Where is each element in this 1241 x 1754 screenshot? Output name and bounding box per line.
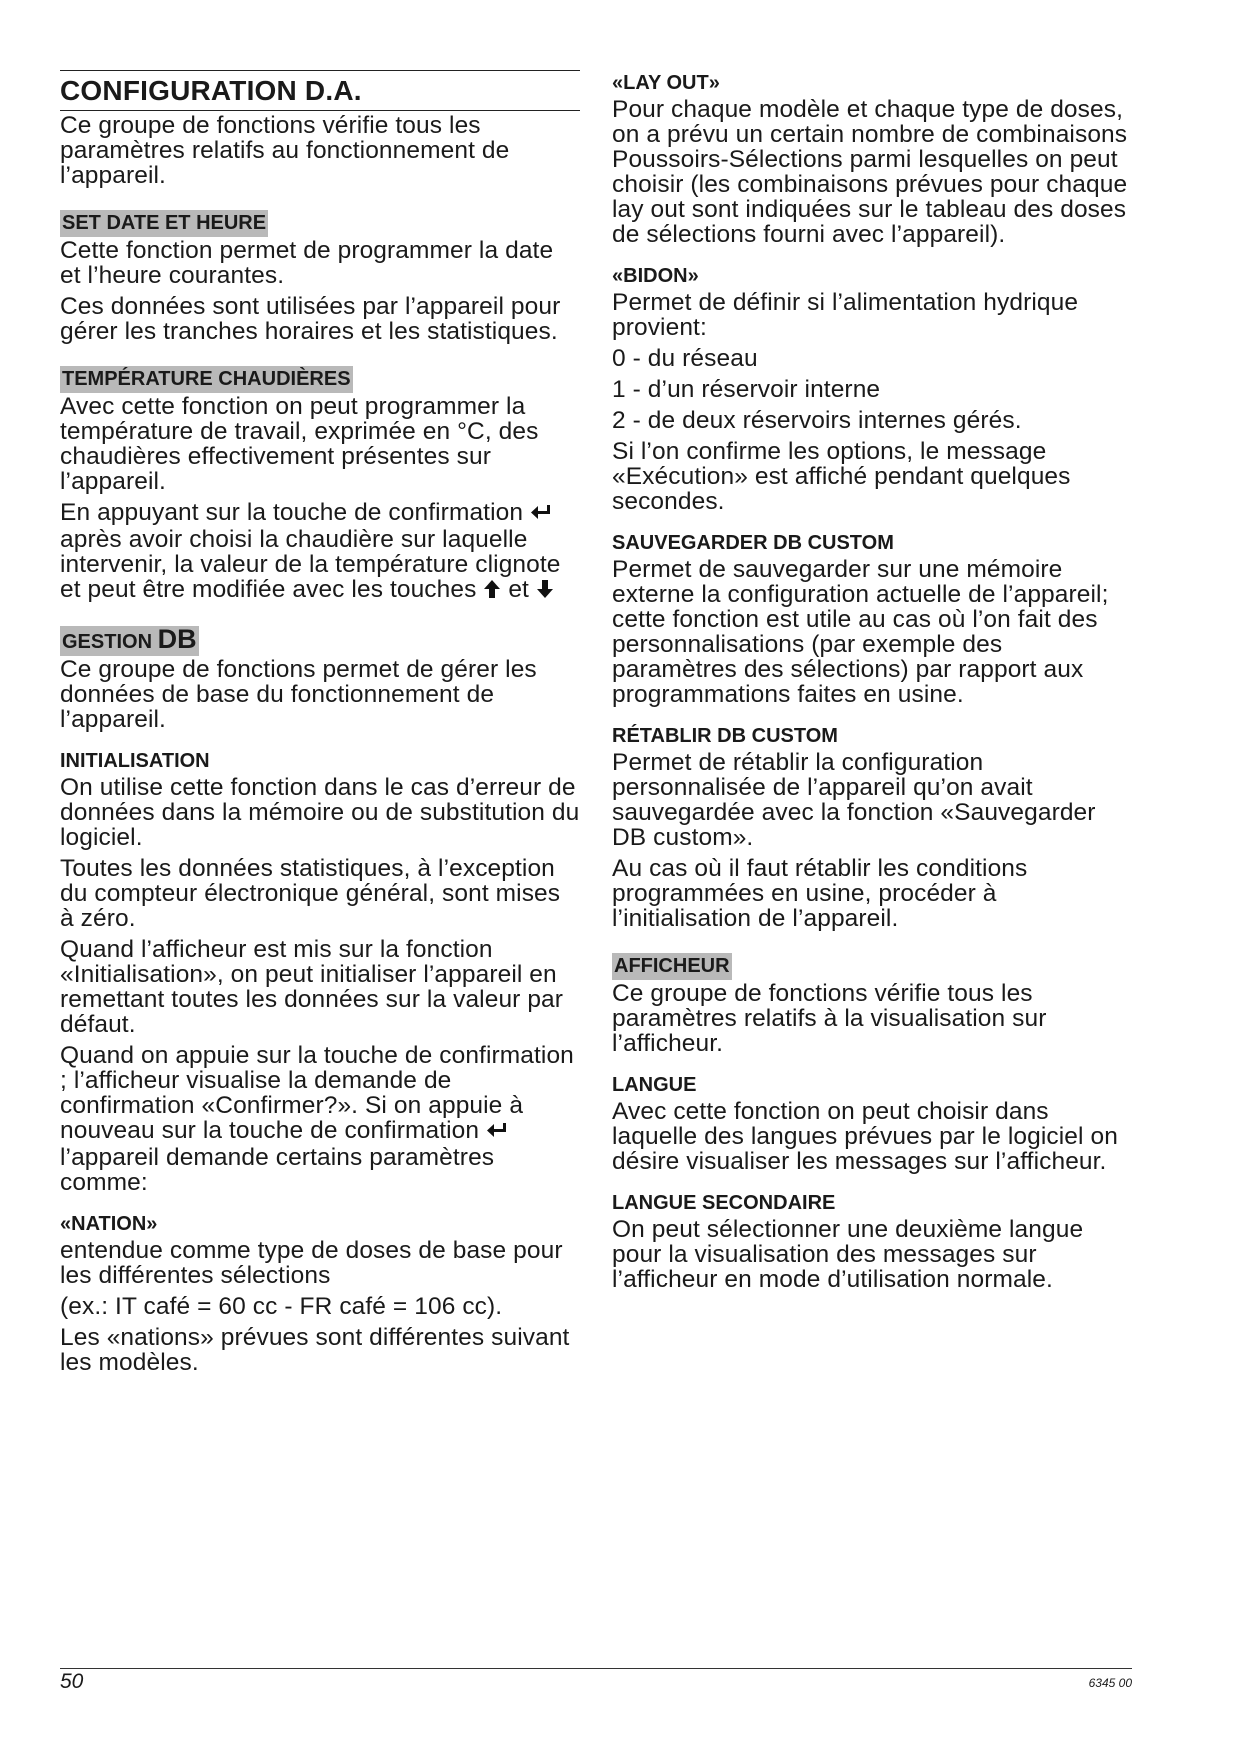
arrow-up-icon <box>483 579 501 604</box>
set-date-paragraph-2: Ces données sont utilisées par l’appareil pour gérer les tranches horaires et les statistiques. <box>60 293 561 345</box>
footer-divider <box>60 1668 1132 1669</box>
bidon-paragraph-2: Si l’on confirme les options, le message «Exécution» est affiché pendant quelques secondes. <box>612 438 1071 515</box>
section-heading-gestion-db <box>60 626 199 656</box>
subheading-sauvegarder: SAUVEGARDER DB CUSTOM <box>612 532 894 554</box>
page-title: CONFIGURATION D.A. <box>60 75 362 106</box>
temperature-text-c: et <box>508 576 529 603</box>
section-heading-temperature: TEMPÉRATURE CHAUDIÈRES <box>60 366 353 393</box>
langue-paragraph: Avec cette fonction on peut choisir dans laquelle des langues prévues par le logiciel on désire visualiser les messages sur l’afficheur. <box>612 1098 1118 1175</box>
initialisation-paragraph-4 <box>60 1043 580 1195</box>
layout-paragraph: Pour chaque modèle et chaque type de doses, on a prévu un certain nombre de combinaisons Poussoirs-Sélections parmi lesquelles on peut choisir (les combinaisons prévues pour chaque lay out sont indiquées sur le tableau des doses de sélections fourni avec l’appareil). <box>612 96 1128 248</box>
intro-paragraph: Ce groupe de fonctions vérifie tous les paramètres relatifs au fonctionnement de l’appareil. <box>60 112 510 189</box>
section-heading-afficheur: AFFICHEUR <box>612 953 732 980</box>
bidon-option-1: 1 - d’un réservoir interne <box>612 376 881 403</box>
temperature-text-b: après avoir choisi la chaudière sur laquelle intervenir, la valeur de la température clignote et peut être modifiée avec les touches <box>60 526 561 603</box>
nation-paragraph-1: entendue comme type de doses de base pour les différentes sélections <box>60 1237 563 1289</box>
page-number: 50 <box>60 1670 84 1693</box>
nation-paragraph-3: Les «nations» prévues sont différentes suivant les modèles. <box>60 1324 570 1376</box>
left-column <box>60 70 580 1381</box>
gestion-heading-small: GESTION <box>62 631 153 653</box>
bidon-option-2: 2 - de deux réservoirs internes gérés. <box>612 407 1022 434</box>
subheading-retablir: RÉTABLIR DB CUSTOM <box>612 725 838 747</box>
initialisation-text-b: l’appareil demande certains paramètres comme: <box>60 1144 495 1196</box>
subheading-initialisation: INITIALISATION <box>60 750 210 772</box>
main-title-frame <box>60 70 580 111</box>
arrow-down-icon <box>536 579 554 604</box>
initialisation-text-a: Quand on appuie sur la touche de confirmation ; l’afficheur visualise la demande de confirmation «Confirmer?». Si on appuie à nouveau sur la touche de confirmation <box>60 1042 574 1144</box>
langue-secondaire-paragraph: On peut sélectionner une deuxième langue pour la visualisation des messages sur l’afficheur en mode d’utilisation normale. <box>612 1216 1084 1293</box>
bidon-paragraph-1: Permet de définir si l’alimentation hydrique provient: <box>612 289 1079 341</box>
right-column <box>612 70 1132 1298</box>
subheading-bidon: «BIDON» <box>612 265 699 287</box>
temperature-text-a: En appuyant sur la touche de confirmation <box>60 499 524 526</box>
initialisation-paragraph-1: On utilise cette fonction dans le cas d’erreur de données dans la mémoire ou de substitution du logiciel. <box>60 774 580 851</box>
document-code: 6345 00 <box>1088 1676 1132 1690</box>
initialisation-paragraph-3: Quand l’afficheur est mis sur la fonction «Initialisation», on peut initialiser l’appareil en remettant toutes les données sur la valeur par défaut. <box>60 936 564 1038</box>
subheading-langue-secondaire: LANGUE SECONDAIRE <box>612 1192 836 1214</box>
subheading-nation: «NATION» <box>60 1213 158 1235</box>
set-date-paragraph-1: Cette fonction permet de programmer la date et l’heure courantes. <box>60 237 554 289</box>
nation-paragraph-2: (ex.: IT café = 60 cc - FR café = 106 cc). <box>60 1293 503 1320</box>
afficheur-paragraph: Ce groupe de fonctions vérifie tous les paramètres relatifs à la visualisation sur l’afficheur. <box>612 980 1047 1057</box>
temperature-paragraph-1: Avec cette fonction on peut programmer la température de travail, exprimée en °C, des chaudières effectivement présentes sur l’appareil. <box>60 393 539 495</box>
subheading-layout: «LAY OUT» <box>612 72 720 94</box>
section-heading-set-date: SET DATE ET HEURE <box>60 210 268 237</box>
retablir-paragraph-2: Au cas où il faut rétablir les conditions programmées en usine, procéder à l’initialisation de l’appareil. <box>612 855 1028 932</box>
bidon-option-0: 0 - du réseau <box>612 345 758 372</box>
temperature-paragraph-2 <box>60 500 580 604</box>
retablir-paragraph-1: Permet de rétablir la configuration personnalisée de l’appareil qu’on avait sauvegardée avec la fonction «Sauvegarder DB custom». <box>612 749 1096 851</box>
subheading-langue: LANGUE <box>612 1074 697 1096</box>
sauvegarder-paragraph: Permet de sauvegarder sur une mémoire externe la configuration actuelle de l’appareil; cette fonction est utile au cas où l’on fait des personnalisations (par exemple des paramètres des sélections) par rapport aux programmations faites en usine. <box>612 556 1109 708</box>
enter-key-icon <box>486 1120 508 1145</box>
gestion-heading-big: DB <box>157 624 197 654</box>
gestion-paragraph: Ce groupe de fonctions permet de gérer les données de base du fonctionnement de l’appareil. <box>60 656 537 733</box>
enter-key-icon <box>530 502 552 527</box>
initialisation-paragraph-2: Toutes les données statistiques, à l’exception du compteur électronique général, sont mises à zéro. <box>60 855 561 932</box>
